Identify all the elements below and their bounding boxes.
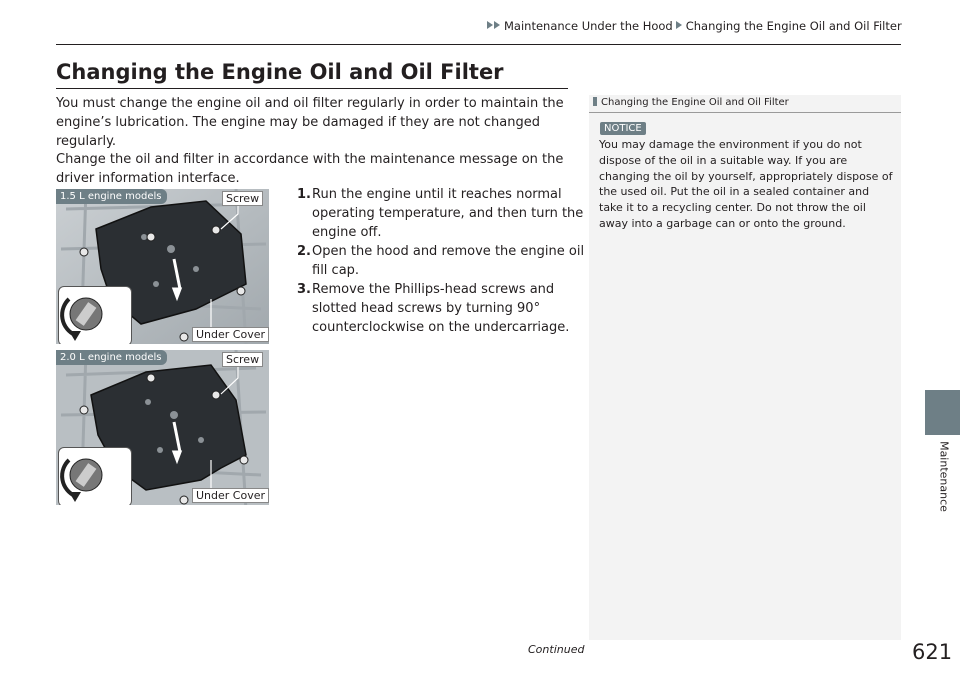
notice-sidebar bbox=[589, 95, 901, 640]
figure-tag: 2.0 L engine models bbox=[56, 350, 167, 365]
reference-marker-icon bbox=[593, 97, 597, 106]
notice-badge: NOTICE bbox=[600, 122, 646, 135]
breadcrumb-separator-icon bbox=[676, 21, 682, 29]
callout-under-cover: Under Cover bbox=[192, 488, 269, 503]
screw-turn-inset bbox=[58, 447, 132, 505]
counterclockwise-arrow-icon bbox=[59, 287, 131, 344]
breadcrumb bbox=[487, 19, 902, 33]
sidebar-heading-text: Changing the Engine Oil and Oil Filter bbox=[601, 97, 789, 108]
breadcrumb-arrow-icon bbox=[494, 21, 500, 29]
instruction-paragraph: Change the oil and filter in accordance with the maintenance message on the driver information interface. bbox=[56, 152, 564, 186]
notice-text: You may damage the environment if you do not dispose of the oil in a suitable way. If you are changing the oil by yourself, appropriately dispose of the used oil. Put the oil in a sealed container and take it to a recycling center. Do not throw the oil away into a garbage can or onto the ground. bbox=[599, 138, 893, 230]
step-item bbox=[297, 185, 587, 242]
breadcrumb-current: Changing the Engine Oil and Oil Filter bbox=[685, 19, 902, 33]
step-number: 3. bbox=[297, 282, 311, 297]
continued-label: Continued bbox=[528, 643, 585, 656]
section-label bbox=[938, 438, 950, 518]
intro-paragraph: You must change the engine oil and oil filter regularly in order to maintain the engine’s lubrication. The engine may be damaged if they are not changed regularly. bbox=[56, 96, 564, 149]
step-text: Open the hood and remove the engine oil fill cap. bbox=[312, 244, 585, 278]
page-number: 621 bbox=[912, 640, 953, 664]
breadcrumb-section[interactable]: Maintenance Under the Hood bbox=[504, 19, 673, 33]
step-number: 1. bbox=[297, 187, 311, 202]
engine-undercover-illustration-2-0l bbox=[56, 350, 269, 505]
counterclockwise-arrow-icon bbox=[59, 448, 131, 505]
header-divider bbox=[56, 44, 901, 45]
step-text: Remove the Phillips-head screws and slotted head screws by turning 90° counterclockwise on the undercarriage. bbox=[312, 282, 570, 335]
screw-turn-inset bbox=[58, 286, 132, 344]
engine-undercover-illustration-1-5l bbox=[56, 189, 269, 344]
section-tab[interactable] bbox=[925, 390, 960, 435]
sidebar-heading bbox=[589, 95, 901, 113]
section-label-text: Maintenance bbox=[937, 441, 951, 512]
callout-screw: Screw bbox=[222, 352, 263, 367]
step-item bbox=[297, 242, 587, 280]
page-title: Changing the Engine Oil and Oil Filter bbox=[56, 60, 504, 84]
callout-screw: Screw bbox=[222, 191, 263, 206]
callout-under-cover: Under Cover bbox=[192, 327, 269, 342]
step-list bbox=[297, 185, 587, 337]
step-text: Run the engine until it reaches normal operating temperature, and then turn the engine off. bbox=[312, 187, 584, 240]
step-item bbox=[297, 280, 587, 337]
breadcrumb-arrow-icon bbox=[487, 21, 493, 29]
figure-tag: 1.5 L engine models bbox=[56, 189, 167, 204]
title-divider bbox=[56, 88, 568, 89]
step-number: 2. bbox=[297, 244, 311, 259]
